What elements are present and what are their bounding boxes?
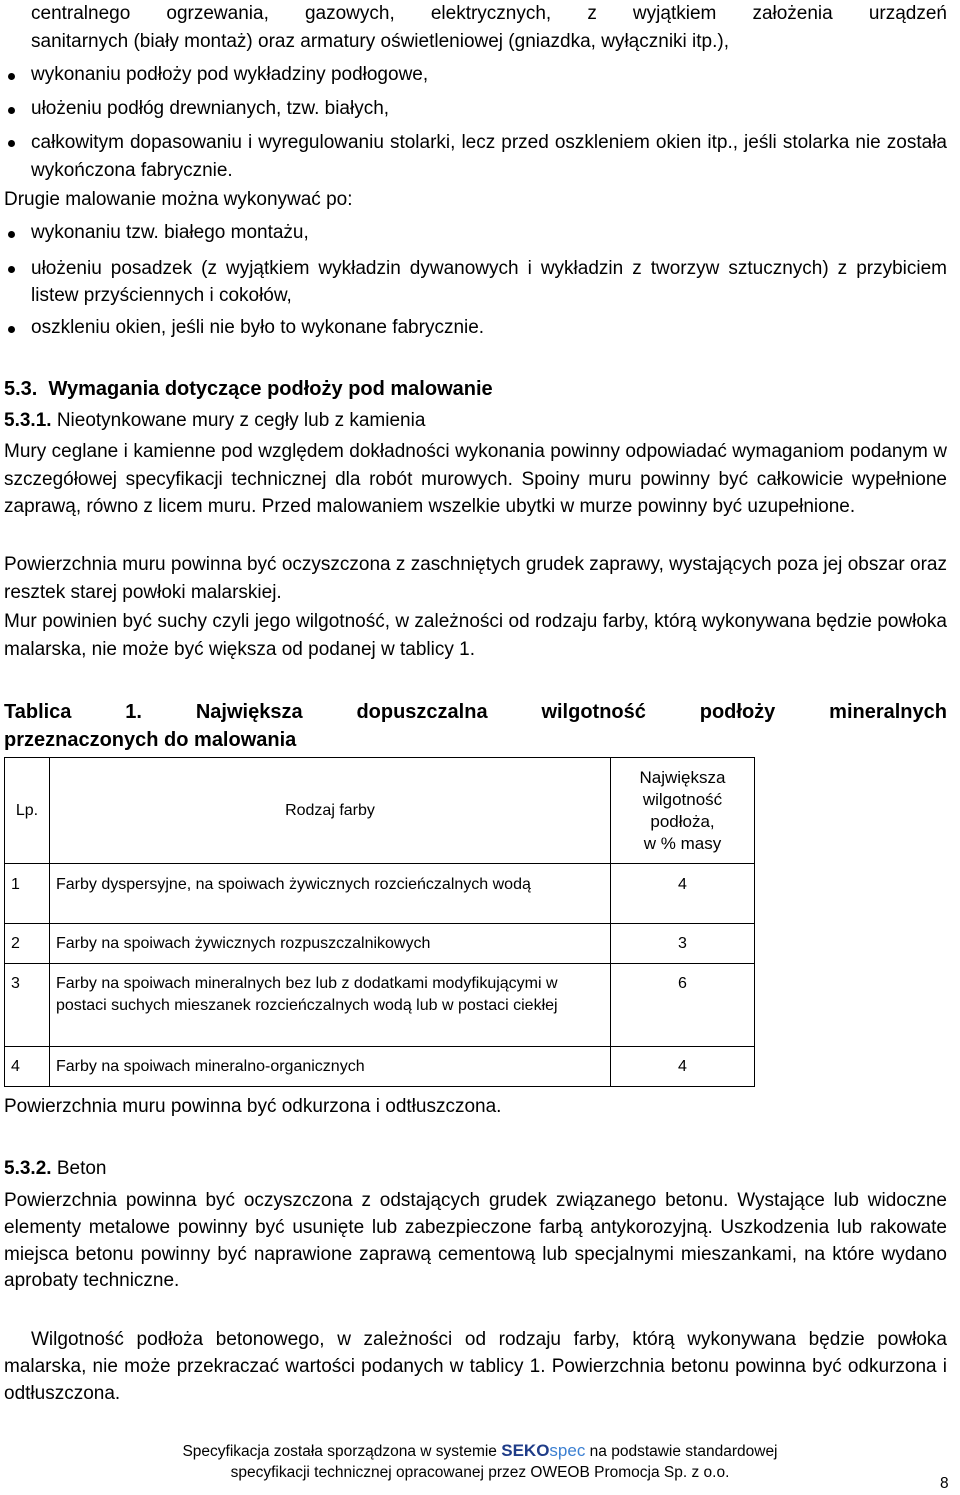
page-number: 8 [940, 1475, 949, 1492]
list-item-text: ułożeniu podłóg drewnianych, tzw. białych, [31, 98, 390, 119]
cell-lp: 4 [5, 1047, 50, 1087]
cell-rodzaj: Farby na spoiwach mineralno-organicznych [50, 1047, 611, 1087]
footer-line-2: specyfikacji technicznej opracowanej przez OWEOB Promocja Sp. z o.o. [230, 1463, 730, 1481]
moisture-table [4, 757, 755, 1087]
table-row [5, 1047, 755, 1087]
paragraph: Mur powinien być suchy czyli jego wilgotność, w zależności od rodzaju farby, którą wykonywana będzie powłoka malarska, nie może być większa od podanej w tablicy 1. [4, 611, 947, 660]
table-row [5, 964, 755, 1047]
table-caption-line-2: przeznaczonych do malowania [4, 729, 297, 751]
section-heading-5-3-1 [4, 409, 425, 433]
cell-rodzaj: Farby na spoiwach mineralnych bez lub z dodatkami modyfikującymi w postaci suchych mieszanek rozcieńczalnych wodą lub w postaci ciekłej [50, 964, 611, 1047]
section-heading-5-3-2 [4, 1157, 106, 1181]
table-row [5, 924, 755, 964]
bullet-icon [8, 266, 15, 273]
footer-text: Specyfikacja została sporządzona w systemie [182, 1443, 497, 1460]
list-item-text: wykonaniu tzw. białego montażu, [31, 222, 309, 243]
footer-text: na podstawie standardowej [589, 1443, 778, 1460]
cell-lp: 3 [5, 964, 50, 1047]
paragraph: Mury ceglane i kamienne pod względem dokładności wykonania powinny odpowiadać wymaganiom podanym w szczegółowej specyfikacji technicznej dla robót murowych. Spoiny muru powinny być całkowicie wypełnione zaprawą, równo z licem muru. Przed malowaniem wszelkie ubytki w murze powinny być uzupełnione. [4, 441, 947, 517]
section-number: 5.3.2. [4, 1158, 52, 1179]
table-caption-line-1 [4, 700, 947, 725]
header-wilgotnosc [611, 758, 755, 864]
header-text: wilgotność [642, 789, 723, 809]
paragraph: Powierzchnia powinna być oczyszczona z odstających grudek związanego betonu. Wystające lub widoczne elementy metalowe powinny być usunięte lub zabezpieczone farbą antykorozyjną. Uszkodzenia lub rakowate miejsca betonu powinny być naprawione zaprawą cementową lub specjalnymi mieszankami, na które wydano aprobaty techniczne. [4, 1190, 947, 1292]
cell-wilgotnosc: 4 [611, 864, 755, 924]
logo-text: SEKO [501, 1441, 550, 1460]
cell-wilgotnosc: 3 [611, 924, 755, 964]
cell-rodzaj: Farby na spoiwach żywicznych rozpuszczalnikowych [50, 924, 611, 964]
list-item-text: oszkleniu okien, jeśli nie było to wykonane fabrycznie. [31, 317, 485, 338]
list-item-text: wykonaniu podłoży pod wykładziny podłogowe, [31, 64, 429, 85]
section-title: Nieotynkowane mury z cegły lub z kamienia [56, 410, 426, 431]
footer-line-1 [0, 1440, 960, 1463]
section-title: Wymagania dotyczące podłoży pod malowanie [48, 378, 493, 400]
logo-text: spec [549, 1441, 586, 1460]
cell-rodzaj: Farby dyspersyjne, na spoiwach żywicznych rozcieńczalnych wodą [50, 864, 611, 924]
after-table-text: Powierzchnia muru powinna być odkurzona i odtłuszczona. [4, 1096, 502, 1117]
header-lp: Lp. [5, 758, 50, 864]
section-title: Beton [56, 1158, 107, 1179]
paragraph: Powierzchnia muru powinna być oczyszczona z zaschniętych grudek zaprawy, wystających poza jej obszar oraz resztek starej powłoki malarskiej. [4, 554, 947, 603]
header-text: Największa [639, 767, 726, 787]
section-number: 5.3. [4, 378, 38, 400]
bullet-icon [8, 140, 15, 147]
section-heading-5-3 [4, 377, 493, 402]
footer [0, 1440, 960, 1484]
caption-word: podłoży [699, 701, 776, 723]
table-row [5, 864, 755, 924]
cell-lp: 2 [5, 924, 50, 964]
caption-word: Tablica [4, 701, 72, 723]
caption-word: wilgotność [541, 701, 646, 723]
intro-line-1: centralnego ogrzewania, gazowych, elektrycznych, z wyjątkiem założenia urządzeń [31, 3, 947, 24]
list-item-text: całkowitym dopasowaniu i wyregulowaniu stolarki, lecz przed oszkleniem okien itp., jeśli stolarka nie została wykończona fabrycznie. [31, 132, 947, 181]
paragraph: Wilgotność podłoża betonowego, w zależności od rodzaju farby, którą wykonywana będzie powłoka malarska, nie może przekraczać wartości podanych w tablicy 1. Powierzchnia betonu powinna być odkurzona i odtłuszczona. [4, 1329, 947, 1404]
cell-wilgotnosc: 4 [611, 1047, 755, 1087]
list-item-text: ułożeniu posadzek (z wyjątkiem wykładzin dywanowych i wykładzin z tworzyw sztucznych) z przybiciem listew przyściennych i cokołów, [31, 258, 947, 306]
bullet-icon [8, 231, 15, 238]
caption-word: mineralnych [829, 701, 947, 723]
header-rodzaj: Rodzaj farby [50, 758, 611, 864]
table-header-row [5, 758, 755, 864]
bullet-icon [8, 107, 15, 114]
caption-word: dopuszczalna [356, 701, 488, 723]
caption-word: 1. [125, 701, 142, 723]
intro-line-2: sanitarnych (biały montaż) oraz armatury oświetleniowej (gniazdka, wyłączniki itp.), [31, 31, 729, 52]
header-text: w % masy [643, 833, 722, 853]
sekospec-logo [501, 1441, 585, 1460]
header-text: podłoża, [650, 811, 715, 831]
second-intro: Drugie malowanie można wykonywać po: [4, 189, 353, 210]
bullet-icon [8, 73, 15, 80]
caption-word: Największa [195, 701, 303, 723]
bullet-icon [8, 326, 15, 333]
section-number: 5.3.1. [4, 410, 52, 431]
cell-lp: 1 [5, 864, 50, 924]
cell-wilgotnosc: 6 [611, 964, 755, 1047]
